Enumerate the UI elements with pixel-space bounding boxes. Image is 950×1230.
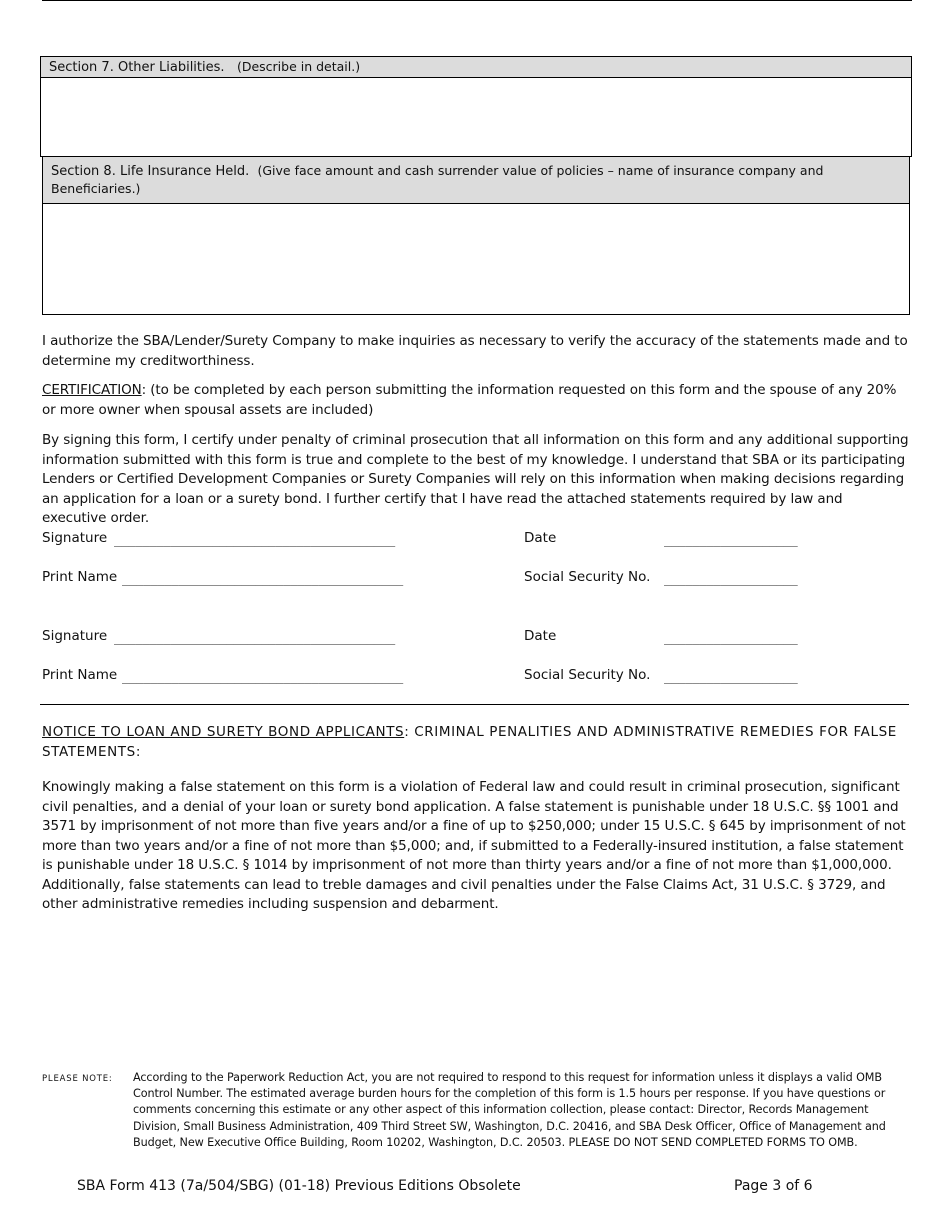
- print-name-field-1[interactable]: ________________________________________: [122, 572, 403, 586]
- section-8-note: (Give face amount and cash surrender value of policies – name of insurance company and Beneficiaries.): [51, 163, 824, 196]
- notice-heading-rest: : CRIMINAL PENALITIES AND ADMINISTRATIVE REMEDIES FOR FALSE STATEMENTS:: [42, 724, 897, 760]
- authorization-text: I authorize the SBA/Lender/Surety Company to make inquiries as necessary to verify the accuracy of the statements made and to determine my creditworthiness.: [42, 333, 908, 369]
- section-8-box: [42, 156, 910, 315]
- notice-body: Knowingly making a false statement on this form is a violation of Federal law and could result in criminal prosecution, significant civil penalties, and a denial of your loan or surety bond application. A false statement is punishable under 18 U.S.C. §§ 1001 and 3571 by imprisonment of not more than five years and/or a fine of up to $250,000; under 15 U.S.C. § 645 by imprisonment of not more than two years and/or a fine of not more than $5,000; and, if submitted to a Federally-insured institution, a false statement is punishable under 18 U.S.C. § 1014 by imprisonment of not more than thirty years and/or a fine of not more than $1,000,000. Additionally, false statements can lead to treble damages and civil penalties under the False Claims Act, 31 U.S.C. § 3729, and other administrative remedies including suspension and debarment.: [42, 779, 906, 912]
- please-note-label: PLEASE NOTE:: [42, 1074, 113, 1084]
- print-name-label-1: Print Name: [42, 569, 118, 585]
- section-7-input[interactable]: [41, 78, 911, 156]
- signature-label-2: Signature: [42, 628, 108, 644]
- signature-label-1: Signature: [42, 530, 108, 546]
- certification-intro: : (to be completed by each person submitting the information requested on this form and the spouse of any 20% or more owner when spousal assets are included): [42, 382, 897, 418]
- top-rule: [42, 0, 912, 1]
- signature-field-1[interactable]: ________________________________________: [114, 533, 395, 547]
- certification-heading: CERTIFICATION: [42, 382, 142, 398]
- certification-paragraph: [42, 381, 910, 420]
- date-field-1[interactable]: ___________________: [664, 533, 798, 547]
- section-8-title: Section 8. Life Insurance Held.: [51, 164, 250, 179]
- section-7-header: [41, 57, 911, 78]
- please-note-text: According to the Paperwork Reduction Act, you are not required to respond to this request for information unless it displays a valid OMB Control Number. The estimated average burden hours for the completion of this form is 1.5 hours per response. If you have questions or comments concerning this estimate or any other aspect of this information collection, please contact: Director, Records Management Division, Small Business Administration, 409 Third Street SW, Washington, D.C. 20416, and SBA Desk Officer, Office of Management and Budget, New Executive Office Building, Room 10202, Washington, D.C. 20503. PLEASE DO NOT SEND COMPLETED FORMS TO OMB.: [133, 1071, 886, 1149]
- ssn-label-2: Social Security No.: [524, 667, 651, 683]
- section-7-box: [40, 56, 912, 157]
- ssn-field-1[interactable]: ___________________: [664, 572, 798, 586]
- section-7-note: (Describe in detail.): [236, 59, 361, 74]
- notice-heading-paragraph: [42, 723, 910, 762]
- certification-body: By signing this form, I certify under penalty of criminal prosecution that all information on this form and any additional supporting information submitted with this form is true and complete to the best of my knowledge. I understand that SBA or its participating Lenders or Certified Development Companies or Surety Companies will rely on this information when making decisions regarding an application for a loan or a surety bond. I further certify that I have read the attached statements required by law and executive order.: [42, 432, 909, 526]
- date-field-2[interactable]: ___________________: [664, 631, 798, 645]
- ssn-field-2[interactable]: ___________________: [664, 670, 798, 684]
- date-label-2: Date: [524, 628, 557, 644]
- signature-field-2[interactable]: ________________________________________: [114, 631, 395, 645]
- print-name-label-2: Print Name: [42, 667, 118, 683]
- page-number: Page 3 of 6: [734, 1178, 813, 1194]
- print-name-field-2[interactable]: ________________________________________: [122, 670, 403, 684]
- section-8-header: [43, 157, 909, 204]
- notice-heading: NOTICE TO LOAN AND SURETY BOND APPLICANTS: [42, 724, 405, 740]
- form-identifier: SBA Form 413 (7a/504/SBG) (01-18) Previous Editions Obsolete: [77, 1178, 521, 1194]
- section-7-title: Section 7. Other Liabilities.: [49, 60, 225, 75]
- section-8-input[interactable]: [43, 204, 909, 314]
- ssn-label-1: Social Security No.: [524, 569, 651, 585]
- section-divider: [40, 704, 909, 705]
- date-label-1: Date: [524, 530, 557, 546]
